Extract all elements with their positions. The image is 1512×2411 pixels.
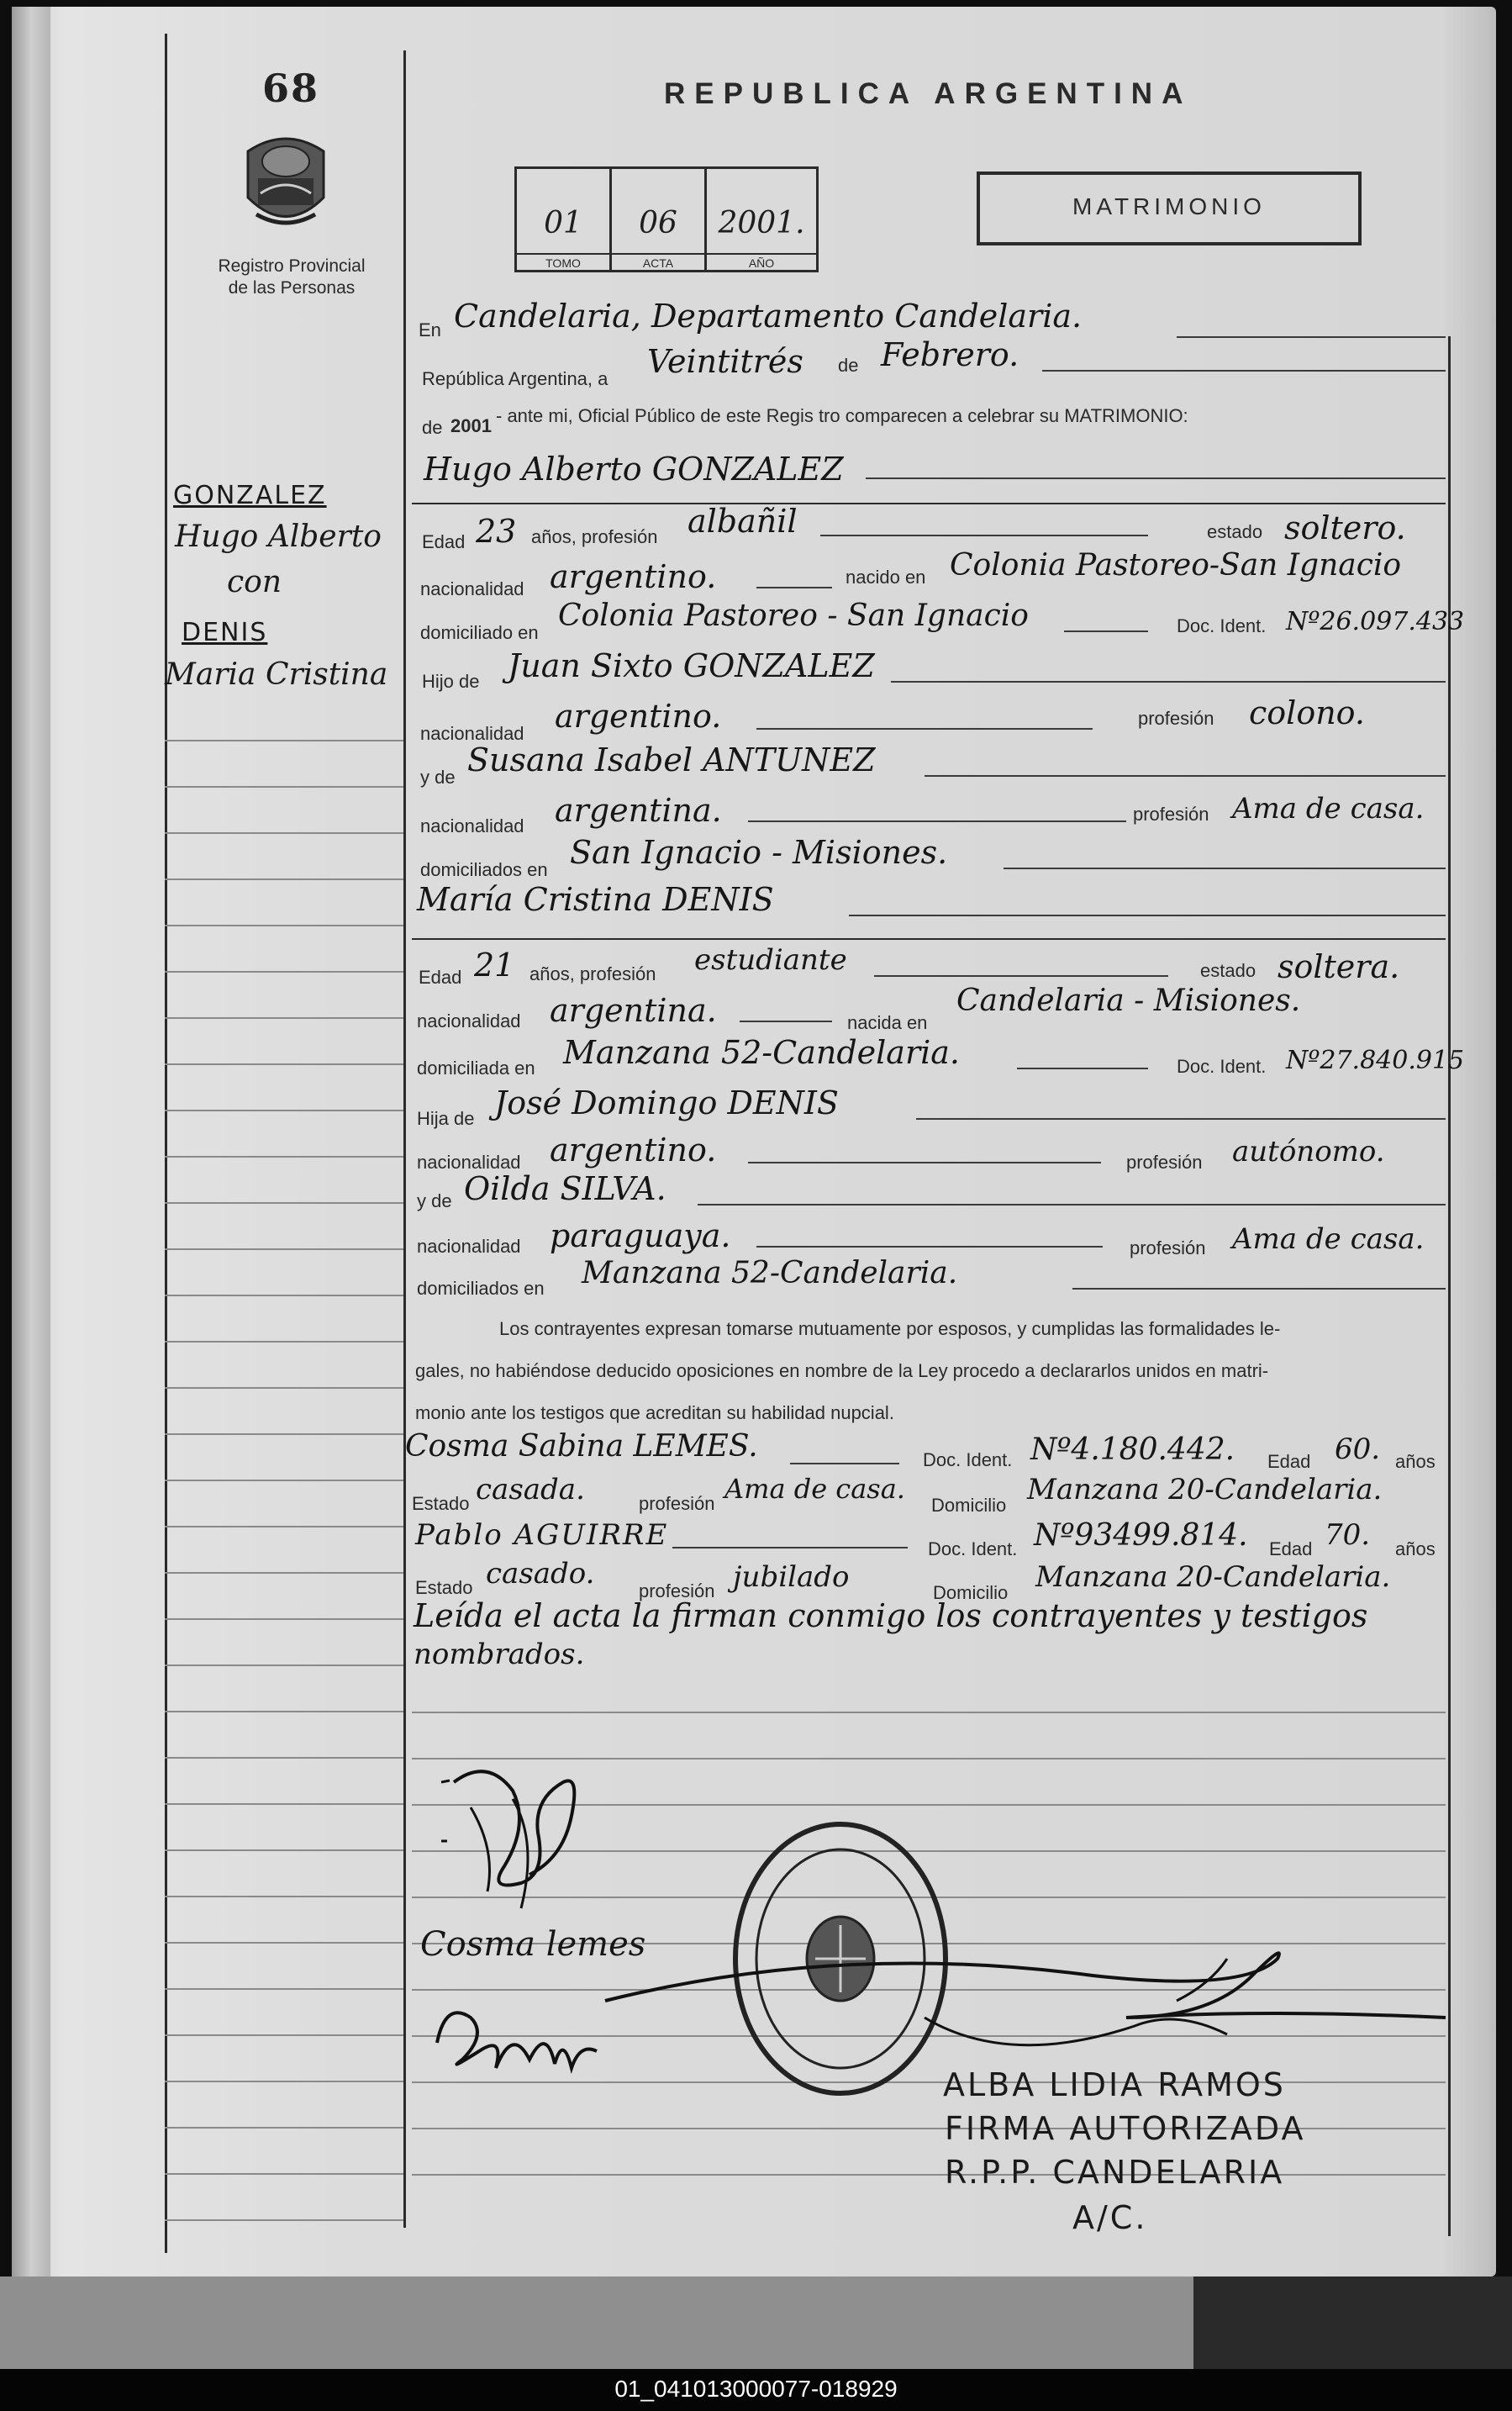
- groom-mother-nacionalidad-label: nacionalidad: [420, 815, 524, 836]
- registry-line-2: de las Personas: [228, 278, 356, 298]
- closing-line-2: nombrados.: [414, 1638, 585, 1671]
- witness-2-civil-status: casado.: [486, 1557, 595, 1591]
- bride-mother-fill-line: [698, 1204, 1446, 1206]
- groom-father-nationality-fill-line: [756, 728, 1093, 730]
- intro-text: - ante mi, Oficial Público de este Regis tro comparecen a celebrar su MATRIMONIO:: [496, 405, 1188, 426]
- body-ruled-line: [412, 1712, 1446, 1713]
- margin-ruled-line: [165, 1110, 403, 1111]
- witness-1-domicilio-label: Domicilio: [931, 1495, 1007, 1516]
- bride-father-fill-line: [916, 1118, 1446, 1120]
- stamp-line-4: A/C.: [1072, 2199, 1148, 2236]
- ano-value: 2001.: [718, 206, 805, 240]
- witness-2-age: 70.: [1325, 1518, 1371, 1552]
- groom-signature: [437, 1749, 605, 1917]
- bride-estado-label: estado: [1200, 960, 1256, 981]
- stamp-line-2: FIRMA AUTORIZADA: [945, 2110, 1306, 2147]
- bride-profession: estudiante: [694, 943, 847, 977]
- bride-nationality-fill-line: [740, 1021, 832, 1022]
- bride-residence-fill-line: [1017, 1068, 1148, 1069]
- declaration-line-2: gales, no habiéndose deducido oposiciones en nombre de la Ley procedo a declararlos unidos en matri-: [415, 1360, 1269, 1381]
- record-number-box: [514, 166, 819, 272]
- witness-1-name-fill-line: [790, 1463, 899, 1464]
- groom-father-profesion-label: profesión: [1138, 708, 1214, 729]
- groom-residence: Colonia Pastoreo - San Ignacio: [558, 599, 1029, 633]
- bride-parents-fill-line: [1072, 1288, 1446, 1290]
- bride-nationality: argentina.: [550, 992, 717, 1029]
- bride-nacionalidad-label: nacionalidad: [417, 1010, 521, 1031]
- margin-ruled-line: [165, 925, 403, 926]
- margin-ruled-line: [165, 2127, 403, 2129]
- bride-residence: Manzana 52-Candelaria.: [563, 1034, 960, 1071]
- margin-ruled-line: [165, 2173, 403, 2175]
- image-id-label: 01_041013000077-018929: [614, 2376, 898, 2402]
- stamp-line-1: ALBA LIDIA RAMOS: [943, 2066, 1286, 2103]
- groom-nationality-fill-line: [756, 587, 832, 588]
- document-type: MATRIMONIO: [1072, 193, 1266, 219]
- page-number: 68: [262, 66, 320, 111]
- margin-surname-1: GONZALEZ: [173, 481, 327, 510]
- bride-mother-profesion-label: profesión: [1130, 1237, 1206, 1258]
- margin-ruled-line: [165, 1156, 403, 1158]
- groom-father-name: Juan Sixto GONZALEZ: [508, 647, 875, 684]
- margin-ruled-line: [165, 1526, 403, 1527]
- provincial-seal-icon: [240, 126, 332, 235]
- margin-ruled-line: [165, 1295, 403, 1296]
- margin-ruled-line: [165, 1433, 403, 1435]
- groom-age: 23: [476, 513, 517, 550]
- bride-yde-label: y de: [417, 1190, 452, 1211]
- groom-civil-status: soltero.: [1284, 509, 1406, 546]
- bride-father-nationality: argentino.: [550, 1132, 717, 1169]
- witness-1-signature: Cosma lemes: [420, 1925, 646, 1964]
- margin-ruled-line: [165, 1202, 403, 1204]
- bride-mother-nationality-fill-line: [756, 1246, 1103, 1248]
- bride-father-nacionalidad-label: nacionalidad: [417, 1152, 521, 1173]
- declaration-line-3: monio ante los testigos que acreditan su habilidad nupcial.: [415, 1402, 894, 1423]
- groom-profession: albañil: [688, 503, 798, 540]
- acta-cell: [612, 169, 707, 270]
- margin-ruled-line: [165, 786, 403, 788]
- groom-full-name: Hugo Alberto GONZALEZ: [424, 451, 844, 488]
- en-label: En: [419, 319, 441, 340]
- witness-2-edad-label: Edad: [1269, 1538, 1313, 1559]
- declaration-paragraph: [415, 1308, 1449, 1434]
- left-margin-rule: [165, 34, 167, 2253]
- groom-estado-label: estado: [1207, 521, 1263, 542]
- witness-2-residence: Manzana 20-Candelaria.: [1035, 1560, 1391, 1594]
- margin-ruled-line: [165, 2219, 403, 2221]
- groom-mother-profession: Ama de casa.: [1232, 792, 1425, 826]
- witness-2-doc-number: Nº93499.814.: [1034, 1518, 1248, 1553]
- bride-mother-name: Oilda SILVA.: [464, 1170, 666, 1207]
- groom-mother-profesion-label: profesión: [1133, 804, 1209, 825]
- groom-name-rule: [412, 503, 1446, 504]
- margin-ruled-line: [165, 1618, 403, 1620]
- groom-doc-number: Nº26.097.433: [1286, 607, 1465, 636]
- margin-given-2: Maria Cristina: [165, 657, 388, 692]
- bride-anos-profesion-label: años, profesión: [529, 963, 656, 984]
- witness-1-doc-number: Nº4.180.442.: [1030, 1432, 1235, 1467]
- month-fill-line: [1042, 370, 1446, 372]
- bride-doc-label: Doc. Ident.: [1177, 1056, 1267, 1077]
- margin-surname-2: DENIS: [182, 618, 268, 647]
- witness-1-profesion-label: profesión: [639, 1493, 715, 1514]
- groom-anos-profesion-label: años, profesión: [531, 526, 658, 547]
- witness-1-doc-label: Doc. Ident.: [923, 1449, 1013, 1470]
- margin-ruled-line: [165, 1063, 403, 1065]
- margin-ruled-line: [165, 1480, 403, 1481]
- document-type-box: [977, 171, 1362, 245]
- column-divider: [403, 50, 406, 2228]
- witness-1-civil-status: casada.: [476, 1473, 585, 1506]
- de-year-label: de: [422, 417, 443, 438]
- groom-parents-domicilio-label: domiciliados en: [420, 859, 548, 880]
- bride-father-profesion-label: profesión: [1126, 1152, 1203, 1173]
- bride-age: 21: [474, 947, 515, 984]
- closing-line-1: Leída el acta la firman conmigo los contrayentes y testigos: [414, 1597, 1368, 1634]
- place-fill-line: [1177, 336, 1446, 338]
- groom-nacido-label: nacido en: [846, 567, 926, 588]
- margin-ruled-line: [165, 1803, 403, 1805]
- margin-ruled-line: [165, 1849, 403, 1851]
- groom-parents-fill-line: [1004, 868, 1446, 869]
- bride-mother-profession: Ama de casa.: [1232, 1222, 1425, 1256]
- bride-domicilio-label: domiciliada en: [417, 1058, 535, 1079]
- groom-hijo-label: Hijo de: [422, 671, 480, 692]
- book-binding: [12, 7, 50, 2276]
- body-ruled-line: [412, 2174, 1446, 2176]
- bride-edad-label: Edad: [419, 967, 462, 988]
- margin-ruled-line: [165, 1387, 403, 1389]
- year-value: 2001: [450, 415, 492, 436]
- witness-2-name-fill-line: [672, 1547, 908, 1548]
- registry-name: [195, 256, 388, 299]
- witness-1-age: 60.: [1335, 1432, 1381, 1466]
- margin-ruled-line: [165, 1942, 403, 1944]
- bride-hija-label: Hija de: [417, 1108, 475, 1129]
- margin-ruled-line: [165, 1248, 403, 1250]
- margin-ruled-line: [165, 1711, 403, 1712]
- witness-2-estado-label: Estado: [415, 1577, 473, 1598]
- witness-1-edad-label: Edad: [1267, 1451, 1311, 1472]
- registry-line-1: Registro Provincial: [218, 256, 366, 276]
- tomo-label: TOMO: [517, 253, 609, 270]
- margin-ruled-line: [165, 2034, 403, 2036]
- declaration-line-1: Los contrayentes expresan tomarse mutuamente por esposos, y cumplidas las formalidades le-: [499, 1318, 1281, 1339]
- ano-label: AÑO: [707, 253, 816, 270]
- groom-birthplace: Colonia Pastoreo-San Ignacio: [950, 548, 1402, 583]
- bride-mother-nacionalidad-label: nacionalidad: [417, 1236, 521, 1257]
- bride-father-name: José Domingo DENIS: [494, 1084, 839, 1121]
- bride-birthplace: Candelaria - Misiones.: [956, 984, 1301, 1018]
- tomo-cell: [517, 169, 612, 270]
- witness-2-signature: [429, 1992, 614, 2085]
- groom-mother-fill-line: [925, 775, 1446, 777]
- witness-2-domicilio-label: Domicilio: [933, 1582, 1009, 1603]
- witness-2-name: Pablo AGUIRRE: [415, 1518, 669, 1552]
- bride-doc-number: Nº27.840.915: [1286, 1046, 1465, 1075]
- witness-1-estado-label: Estado: [412, 1493, 470, 1514]
- margin-ruled-line: [165, 878, 403, 880]
- bride-civil-status: soltera.: [1278, 948, 1400, 985]
- bride-father-nationality-fill-line: [748, 1162, 1101, 1163]
- margin-ruled-line: [165, 971, 403, 973]
- groom-domicilio-label: domiciliado en: [420, 622, 539, 643]
- witness-1-name: Cosma Sabina LEMES.: [405, 1429, 758, 1464]
- margin-ruled-line: [165, 832, 403, 834]
- page-edge: [0, 2276, 1193, 2369]
- groom-mother-nationality-fill-line: [748, 820, 1126, 822]
- groom-father-nacionalidad-label: nacionalidad: [420, 723, 524, 744]
- stamp-line-3: R.P.P. CANDELARIA: [945, 2154, 1285, 2191]
- ano-cell: [707, 169, 816, 270]
- bride-parents-residence: Manzana 52-Candelaria.: [582, 1256, 958, 1290]
- tomo-value: 01: [544, 206, 582, 240]
- groom-profession-fill-line: [820, 535, 1148, 536]
- margin-conjunction: con: [227, 565, 282, 599]
- witness-2-anos-label: años: [1395, 1538, 1436, 1559]
- bride-name-rule: [412, 938, 1446, 940]
- country-heading: REPUBLICA ARGENTINA: [664, 77, 1193, 110]
- acta-label: ACTA: [612, 253, 704, 270]
- bride-name-fill-line: [849, 915, 1446, 916]
- margin-ruled-line: [165, 1988, 403, 1990]
- groom-doc-label: Doc. Ident.: [1177, 615, 1267, 636]
- groom-nacionalidad-label: nacionalidad: [420, 578, 524, 599]
- witness-1-residence: Manzana 20-Candelaria.: [1027, 1473, 1383, 1506]
- margin-given-1: Hugo Alberto: [175, 520, 382, 554]
- witness-1-anos-label: años: [1395, 1451, 1436, 1472]
- groom-father-fill-line: [891, 681, 1446, 683]
- bride-profession-fill-line: [874, 975, 1168, 977]
- margin-ruled-line: [165, 2081, 403, 2082]
- bride-parents-domicilio-label: domiciliados en: [417, 1278, 545, 1299]
- margin-ruled-line: [165, 1341, 403, 1343]
- margin-ruled-line: [165, 1572, 403, 1574]
- groom-father-profession: colono.: [1249, 694, 1365, 731]
- margin-ruled-line: [165, 1664, 403, 1666]
- de-label: de: [838, 355, 859, 376]
- groom-mother-name: Susana Isabel ANTUNEZ: [467, 741, 876, 778]
- witness-2-doc-label: Doc. Ident.: [928, 1538, 1018, 1559]
- month-value: Febrero.: [881, 336, 1019, 373]
- place-value: Candelaria, Departamento Candelaria.: [454, 298, 1083, 335]
- bride-full-name: María Cristina DENIS: [417, 881, 774, 918]
- day-value: Veintitrés: [647, 343, 803, 380]
- bride-nacida-label: nacida en: [847, 1012, 928, 1033]
- margin-ruled-line: [165, 1757, 403, 1759]
- witness-1-profession: Ama de casa.: [724, 1473, 905, 1505]
- acta-value: 06: [639, 206, 677, 240]
- margin-ruled-line: [165, 1896, 403, 1897]
- margin-ruled-line: [165, 1017, 403, 1019]
- scanner-background: [1193, 2276, 1512, 2369]
- groom-mother-nationality: argentina.: [555, 792, 722, 829]
- groom-residence-fill-line: [1064, 630, 1148, 632]
- bride-mother-nationality: paraguaya.: [550, 1217, 731, 1254]
- republic-label: República Argentina, a: [422, 368, 608, 389]
- groom-edad-label: Edad: [422, 531, 466, 552]
- groom-father-nationality: argentino.: [555, 698, 722, 735]
- margin-ruled-line: [165, 740, 403, 741]
- groom-nationality: argentino.: [550, 558, 717, 595]
- bride-father-profession: autónomo.: [1232, 1135, 1385, 1169]
- groom-parents-residence: San Ignacio - Misiones.: [570, 834, 948, 871]
- witness-2-profesion-label: profesión: [639, 1580, 715, 1601]
- groom-yde-label: y de: [420, 767, 456, 788]
- groom-name-fill-line: [866, 477, 1446, 479]
- witness-2-profession: jubilado: [733, 1560, 850, 1594]
